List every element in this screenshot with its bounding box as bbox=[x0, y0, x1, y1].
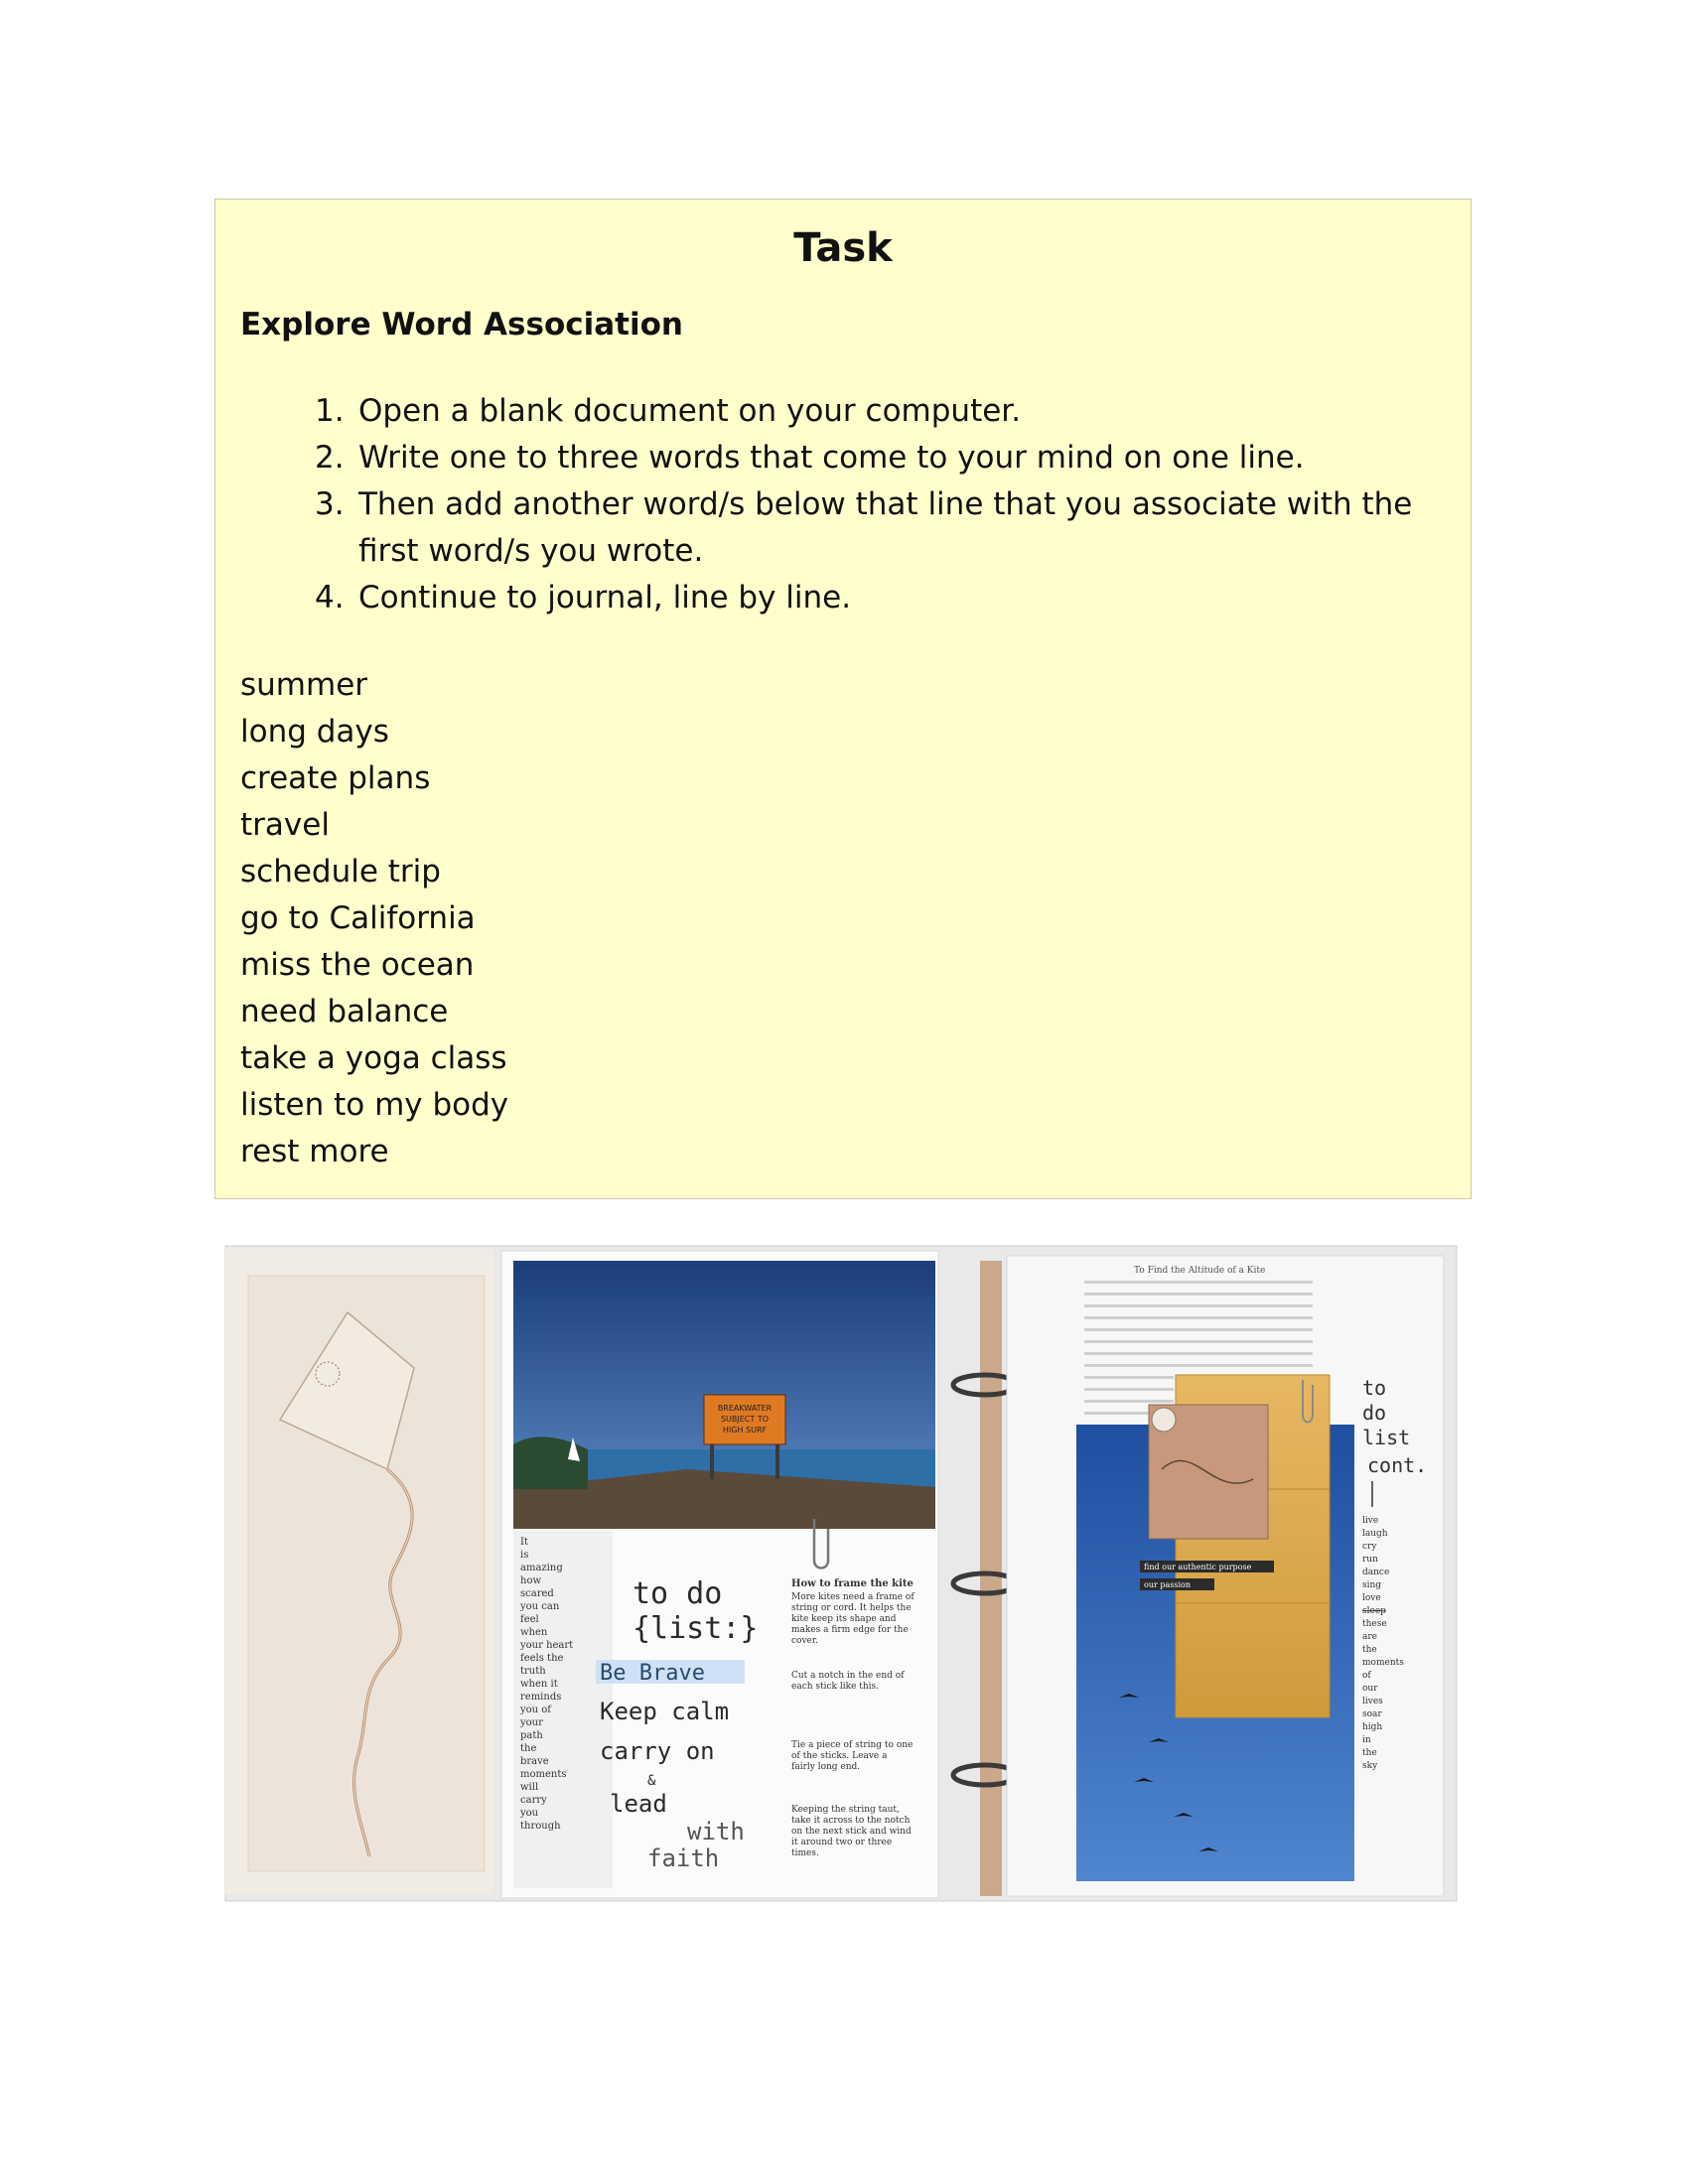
quote-word: feels the bbox=[520, 1653, 564, 1664]
right-list-word: these bbox=[1362, 1619, 1387, 1629]
quote-word: you of bbox=[520, 1705, 552, 1715]
journal-illustration bbox=[220, 1241, 1462, 1906]
right-list-word: lives bbox=[1362, 1697, 1383, 1706]
step-item bbox=[315, 388, 1445, 435]
word-line: rest more bbox=[240, 1134, 389, 1169]
right-list-word: high bbox=[1362, 1722, 1383, 1732]
todo-item: with bbox=[687, 1818, 745, 1845]
quote-word: when it bbox=[520, 1679, 558, 1690]
right-list-word: live bbox=[1362, 1516, 1379, 1526]
todo-item: Be Brave bbox=[600, 1661, 705, 1686]
step-item bbox=[315, 435, 1445, 481]
quote-word: scared bbox=[520, 1588, 554, 1599]
button bbox=[1152, 1408, 1176, 1432]
right-list-word: are bbox=[1362, 1632, 1377, 1642]
right-list-word: sky bbox=[1362, 1761, 1378, 1771]
quote-word: carry bbox=[520, 1795, 547, 1806]
todo-cont-word: to bbox=[1362, 1376, 1387, 1400]
quote-word: your heart bbox=[520, 1640, 574, 1651]
binder-spine bbox=[980, 1261, 1002, 1896]
step-number: 4. bbox=[315, 580, 345, 615]
todo-item: & bbox=[647, 1773, 656, 1789]
step-number: 3. bbox=[315, 486, 345, 522]
instructions-line: Tie a piece of string to one bbox=[791, 1740, 914, 1750]
right-list-word: laugh bbox=[1362, 1529, 1388, 1539]
step-item bbox=[315, 481, 1445, 575]
word-association-list bbox=[240, 662, 508, 1175]
instructions-line: of the sticks. Leave a bbox=[791, 1751, 888, 1761]
quote-word: feel bbox=[520, 1614, 539, 1625]
quote-word: how bbox=[520, 1575, 542, 1586]
book-page-heading: To Find the Altitude of a Kite bbox=[1134, 1266, 1266, 1276]
quote-word: when bbox=[520, 1627, 548, 1638]
right-list-word: run bbox=[1362, 1555, 1378, 1565]
sign-post bbox=[775, 1444, 779, 1479]
quote-word: through bbox=[520, 1821, 561, 1832]
right-list-word: soar bbox=[1362, 1709, 1382, 1719]
right-list-word: of bbox=[1362, 1671, 1371, 1681]
quote-word: you bbox=[520, 1808, 539, 1819]
step-text: Then add another word/s below that line that you associate with the first word/s you wrote. bbox=[358, 486, 1413, 569]
right-list-word: in bbox=[1362, 1735, 1371, 1745]
sign-line: HIGH SURF bbox=[722, 1426, 768, 1434]
word-line: listen to my body bbox=[240, 1087, 509, 1123]
right-list-word: moments bbox=[1362, 1658, 1404, 1668]
instructions-line: makes a firm edge for the bbox=[791, 1625, 909, 1635]
quote-word: will bbox=[520, 1782, 539, 1793]
sign-line: BREAKWATER bbox=[717, 1404, 773, 1413]
word-line: go to California bbox=[240, 900, 476, 936]
instructions-line: string or cord. It helps the bbox=[791, 1603, 912, 1613]
word-line: miss the ocean bbox=[240, 947, 475, 983]
instructions-line: on the next stick and wind bbox=[791, 1827, 912, 1837]
quote-word: moments bbox=[520, 1769, 567, 1780]
quote-word: truth bbox=[520, 1666, 546, 1677]
instructions-heading: How to frame the kite bbox=[791, 1578, 914, 1589]
right-list-word: the bbox=[1362, 1748, 1377, 1758]
right-list-word: our bbox=[1362, 1684, 1378, 1694]
instructions-line: Keeping the string taut, bbox=[791, 1805, 900, 1815]
word-line: long days bbox=[240, 714, 389, 750]
quote-word: path bbox=[520, 1730, 543, 1741]
instructions-line: kite keep its shape and bbox=[791, 1614, 897, 1624]
step-text: Continue to journal, line by line. bbox=[358, 580, 852, 615]
todo-item: Keep calm bbox=[600, 1698, 730, 1725]
sign-line: SUBJECT TO bbox=[720, 1415, 770, 1424]
instructions-line: More kites need a frame of bbox=[791, 1592, 914, 1602]
step-number: 1. bbox=[315, 393, 345, 429]
right-list-word: cry bbox=[1362, 1542, 1377, 1552]
right-list-word: love bbox=[1362, 1593, 1381, 1603]
word-line: need balance bbox=[240, 994, 449, 1029]
todo-cont-word: cont. bbox=[1367, 1453, 1428, 1477]
instructions-line: take it across to the notch bbox=[791, 1816, 911, 1826]
todo-cont-word: do bbox=[1362, 1401, 1387, 1425]
quote-word: you can bbox=[520, 1601, 560, 1612]
instructions-line: times. bbox=[791, 1848, 819, 1858]
task-title: Task bbox=[793, 225, 893, 271]
step-item bbox=[315, 575, 1445, 621]
instructions-line: Cut a notch in the end of bbox=[791, 1671, 905, 1681]
todo-item: lead bbox=[610, 1790, 667, 1818]
word-line: summer bbox=[240, 667, 368, 703]
step-text: Open a blank document on your computer. bbox=[358, 393, 1022, 429]
instructions-line: cover. bbox=[791, 1636, 819, 1646]
todo-title: {list:} bbox=[633, 1611, 759, 1646]
right-list-word: sing bbox=[1362, 1580, 1382, 1590]
quote-word: It bbox=[520, 1537, 528, 1548]
right-list-word: sleep bbox=[1362, 1606, 1386, 1616]
word-line: take a yoga class bbox=[240, 1040, 507, 1076]
shore-trees bbox=[513, 1436, 588, 1489]
step-number: 2. bbox=[315, 440, 345, 476]
quote-word: the bbox=[520, 1743, 537, 1754]
quote-word: amazing bbox=[520, 1563, 563, 1573]
todo-cont-word: list bbox=[1362, 1426, 1411, 1449]
right-list-word: the bbox=[1362, 1645, 1377, 1655]
label-text: find our authentic purpose bbox=[1144, 1563, 1252, 1571]
task-subtitle: Explore Word Association bbox=[240, 307, 683, 342]
quote-word: is bbox=[520, 1550, 529, 1561]
instructions-line: each stick like this. bbox=[791, 1682, 880, 1692]
step-text: Write one to three words that come to your mind on one line. bbox=[358, 440, 1305, 476]
todo-item: faith bbox=[647, 1844, 720, 1872]
quote-word: brave bbox=[520, 1756, 549, 1767]
journal-photo bbox=[220, 1241, 1462, 1906]
quote-word: reminds bbox=[520, 1692, 562, 1703]
word-line: schedule trip bbox=[240, 854, 441, 889]
todo-item: carry on bbox=[600, 1737, 715, 1765]
instructions-line: fairly long end. bbox=[791, 1762, 861, 1772]
word-line: travel bbox=[240, 807, 330, 843]
task-box bbox=[214, 199, 1472, 1199]
sign-post bbox=[710, 1444, 714, 1479]
label-text: our passion bbox=[1144, 1580, 1191, 1589]
todo-title: to do bbox=[633, 1576, 723, 1611]
word-line: create plans bbox=[240, 760, 431, 796]
steps-list bbox=[315, 388, 1445, 621]
quote-word: your bbox=[520, 1717, 543, 1728]
instructions-line: it around two or three bbox=[791, 1838, 893, 1847]
right-list-word: dance bbox=[1362, 1568, 1390, 1577]
